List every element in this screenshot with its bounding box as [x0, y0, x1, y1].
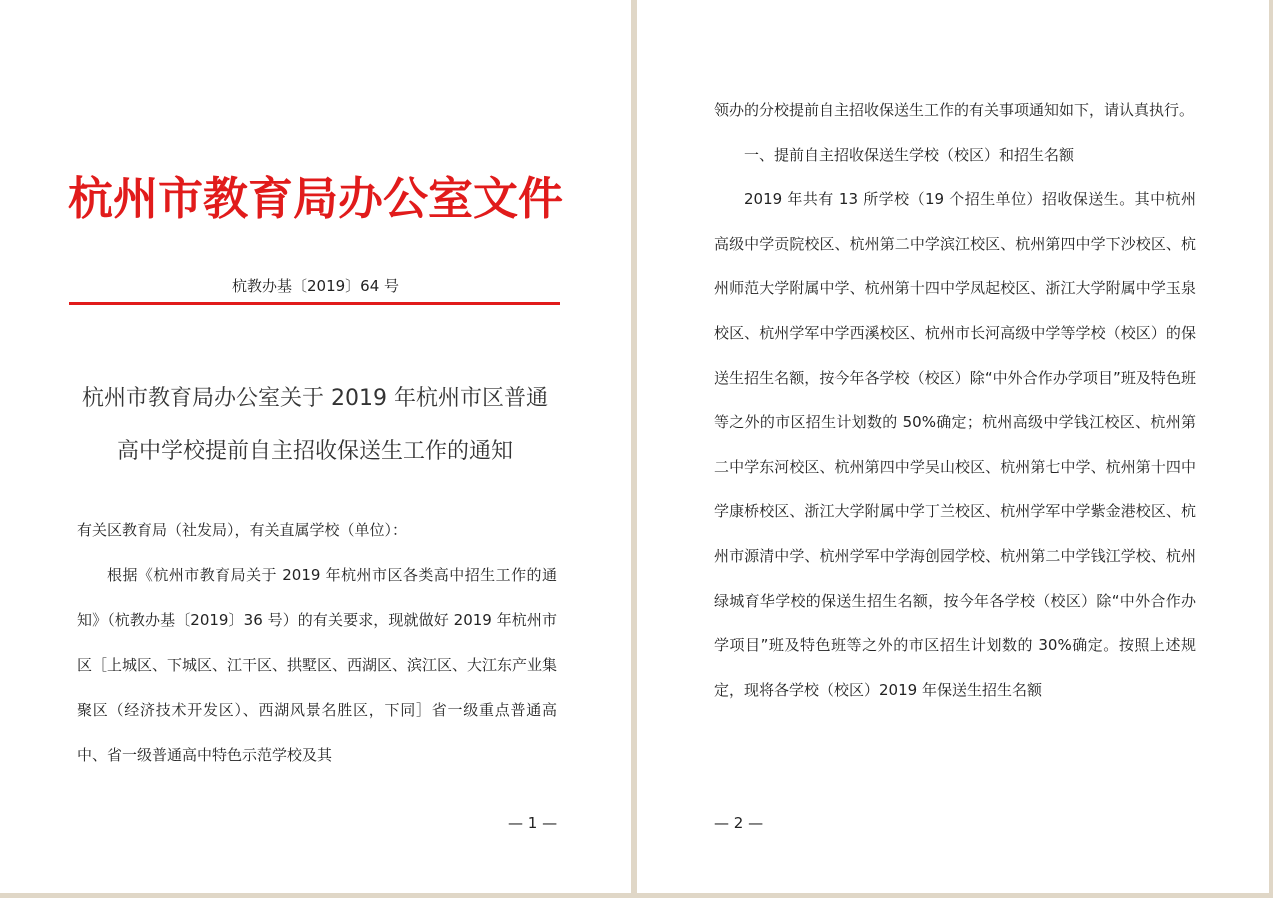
- section-heading: 一、提前自主招收保送生学校（校区）和招生名额: [744, 145, 1075, 164]
- page-1-body: [77, 508, 557, 778]
- page-number-1: — 1 —: [508, 814, 558, 832]
- body-paragraph: 根据《杭州市教育局关于 2019 年杭州市区各类高中招生工作的通知》（杭教办基〔2019〕36 号）的有关要求，现就做好 2019 年杭州市区［上城区、下城区、江干区、拱墅区、西湖区、滨江区、大江东产业集聚区（经济技术开发区）、西湖风景名胜区，下同］省一级重点普通高中、省一级普通高中特色示范学校及其: [77, 566, 558, 764]
- red-divider: [69, 302, 560, 305]
- notice-title: [70, 372, 560, 478]
- document-number: 杭教办基〔2019〕64 号: [231, 277, 400, 295]
- salutation: 有关区教育局（社发局），有关直属学校（单位）：: [77, 521, 408, 539]
- notice-title-line-2: 高中学校提前自主招收保送生工作的通知: [116, 439, 513, 464]
- masthead-title: 杭州市教育局办公室文件: [67, 172, 563, 225]
- page-2: [637, 0, 1269, 893]
- page-1: [0, 0, 631, 893]
- continuation-paragraph: 领办的分校提前自主招收保送生工作的有关事项通知如下，请认真执行。: [714, 101, 1195, 119]
- notice-title-line-1: 杭州市教育局办公室关于 2019 年杭州市区普通: [82, 386, 548, 411]
- body-paragraph: 2019 年共有 13 所学校（19 个招生单位）招收保送生。其中杭州高级中学贡院校区、杭州第二中学滨江校区、杭州第四中学下沙校区、杭州师范大学附属中学、杭州第十四中学凤起校区、浙江大学附属中学玉泉校区、杭州学军中学西溪校区、杭州市长河高级中学等学校（校区）的保送生招生名额，按今年各学校（校区）除“中外合作办学项目”班及特色班等之外的市区招生计划数的 50%确定；杭州高级中学钱江校区、杭州第二中学东河校区、杭州第四中学吴山校区、杭州第七中学、杭州第十四中学康桥校区、浙江大学附属中学丁兰校区、杭州学军中学紫金港校区、杭州市源清中学、杭州学军中学海创园学校、杭州第二中学钱江学校、杭州绿城育华学校的保送生招生名额，按今年各学校（校区）除“中外合作办学项目”班及特色班等之外的市区招生计划数的 30%确定。按照上述规定，现将各学校（校区）2019 年保送生招生名额: [714, 190, 1196, 699]
- page-2-body: [714, 88, 1196, 712]
- page-number-2: — 2 —: [714, 814, 764, 832]
